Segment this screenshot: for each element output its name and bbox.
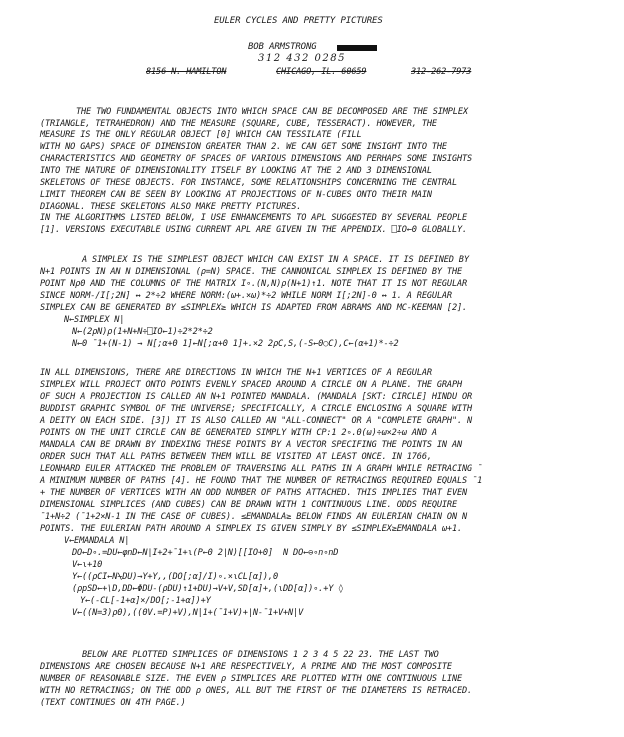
text-line: BUDDIST GRAPHIC SYMBOL OF THE UNIVERSE; SPECIFICALLY, A CIRCLE ENCLOSING A SQUARE WITH — [40, 404, 473, 414]
page-title: EULER CYCLES AND PRETTY PICTURES — [214, 16, 383, 26]
text-line: BELOW ARE PLOTTED SIMPLICES OF DIMENSIONS 1 2 3 4 5 22 23. THE LAST TWO — [82, 650, 439, 660]
author-name: BOB ARMSTRONG — [248, 42, 317, 52]
text-line: INTO THE NATURE OF DIMENSIONALITY ITSELF BY LOOKING AT THE 2 AND 3 DIMENSIONAL — [40, 166, 432, 176]
code-line: N←0 ¯1+(N-1) → N[;α+0 1]←N[;α+0 1]+.×2 2ρC,S,(-S←0○C),C←(α+1)*-÷2 — [72, 339, 399, 349]
text-line: DIMENSIONAL SIMPLICES (AND CUBES) CAN BE DRAWN WITH 1 CONTINUOUS LINE. ODDS REQUIRE — [40, 500, 457, 510]
text-line: N+1 POINTS IN AN N DIMENSIONAL (ρ=N) SPACE. THE CANNONICAL SIMPLEX IS DEFINED BY THE — [40, 267, 463, 277]
handwritten-phone: 312 432 0285 — [258, 53, 346, 64]
text-line: WITH NO RETRACINGS; ON THE ODD ρ ONES, ALL BUT THE FIRST OF THE DIAMETERS IS RETRACED. — [40, 686, 473, 696]
text-line: SIMPLEX CAN BE GENERATED BY ≤SIMPLEX≥ WHICH IS ADAPTED FROM ABRAMS AND MC-KEEMAN [2]. — [40, 303, 468, 313]
text-line: MANDALA CAN BE DRAWN BY INDEXING THESE POINTS BY A VECTOR SPECIFING THE POINTS IN AN — [40, 440, 463, 450]
text-line: ¯1+N÷2 (¯1+2×N-1 IN THE CASE OF CUBES). ≤EMANDALA≥ BELOW FINDS AN EULERIAN CHAIN ON N — [40, 512, 468, 522]
text-line: IN ALL DIMENSIONS, THERE ARE DIRECTIONS IN WHICH THE N+1 VERTICES OF A REGULAR — [40, 368, 432, 378]
text-line: (TEXT CONTINUES ON 4TH PAGE.) — [40, 698, 186, 708]
code-line: Y←((ρCI←N⍀DU)→Y+Y,,(DO[;α]/I)∘.×⍳CL[α]),0 — [72, 572, 278, 582]
text-line: THE TWO FUNDAMENTAL OBJECTS INTO WHICH SPACE CAN BE DECOMPOSED ARE THE SIMPLEX — [76, 107, 468, 117]
code-line: Y←(-CL[-1+α]×/DO[;-1+α])+Y — [80, 596, 211, 606]
text-line: POINTS. THE EULERIAN PATH AROUND A SIMPLEX IS GIVEN SIMPLY BY ≤SIMPLEX≥EMANDALA ω+1. — [40, 524, 463, 534]
text-line: DIMENSIONS ARE CHOSEN BECAUSE N+1 ARE RESPECTIVELY, A PRIME AND THE MOST COMPOSITE — [40, 662, 452, 672]
text-line: IN THE ALGORITHMS LISTED BELOW, I USE ENHANCEMENTS TO APL SUGGESTED BY SEVERAL PEOPLE — [40, 213, 468, 223]
text-line: A SIMPLEX IS THE SIMPLEST OBJECT WHICH CAN EXIST IN A SPACE. IT IS DEFINED BY — [82, 255, 469, 265]
code-line: DO←D∘.=DU←φnD←N∣I+2+¯1+⍳(P←0 2∣N)[[IO+0] N DO←⊖∘n∘nD — [72, 548, 339, 558]
text-line: LEONHARD EULER ATTACKED THE PROBLEM OF TRAVERSING ALL PATHS IN A GRAPH WHILE RETRACING ¯ — [40, 464, 483, 474]
text-line: POINTS ON THE UNIT CIRCLE CAN BE GENERATED SIMPLY WITH CP:1 2∘.0(ω)÷ω×2÷ω AND A — [40, 428, 437, 438]
text-line: WITH NO GAPS) SPACE OF DIMENSION GREATER THAN 2. WE CAN GET SOME INSIGHT INTO THE — [40, 142, 447, 152]
text-line: SINCE NORM-/I[;2N] ↔ 2*÷2 WHERE NORM:(ω+.×ω)*÷2 WHILE NORM I[;2N]-0 ↔ 1. A REGULAR — [40, 291, 452, 301]
text-line: ORDER SUCH THAT ALL PATHS BETWEEN THEM WILL BE VISITED AT LEAST ONCE. IN 1766, — [40, 452, 432, 462]
code-line: N←(2ρN)ρ(1+N+N÷⎕IO←1)÷2*2*÷2 — [72, 327, 213, 337]
code-line: (ρpSD←+\D,DD←ΦDU-(ρDU)↑1+DU)→V+V,SD[α]+,(⍳DD[α])∘.+Y ◊ — [72, 584, 344, 594]
old-street-address: 8156 N. HAMILTON — [146, 67, 227, 77]
code-line: N←SIMPLEX N| — [64, 315, 125, 325]
text-line: + THE NUMBER OF VERTICES WITH AN ODD NUMBER OF PATHS ATTACHED. THIS IMPLIES THAT EVEN — [40, 488, 468, 498]
text-line: OF SUCH A PROJECTION IS CALLED AN N+1 POINTED MANDALA. (MANDALA [SKT: CIRCLE] HINDU OR — [40, 392, 473, 402]
text-line: (TRIANGLE, TETRAHEDRON) AND THE MEASURE (SQUARE, CUBE, TESSERACT). HOWEVER, THE — [40, 119, 437, 129]
text-line: A DEITY ON EACH SIDE. [3]) IT IS ALSO CALLED AN "ALL-CONNECT" OR A "COMPLETE GRAPH". N — [40, 416, 473, 426]
code-line: V←⍳+10 — [72, 560, 103, 570]
code-line: V←EMANDALA N| — [64, 536, 130, 546]
old-phone-number: 312-262-7973 — [411, 67, 472, 77]
text-line: POINT Nρ0 AND THE COLUMNS OF THE MATRIX I∘.(N,N)ρ(N+1)↑1. NOTE THAT IT IS NOT REGULAR — [40, 279, 468, 289]
old-city-address: CHICAGO, IL. 60659 — [276, 67, 367, 77]
text-line: NUMBER OF REASONABLE SIZE. THE EVEN ρ SIMPLICES ARE PLOTTED WITH ONE CONTINUOUS LINE — [40, 674, 463, 684]
text-line: [1]. VERSIONS EXECUTABLE USING CURRENT APL ARE GIVEN IN THE APPENDIX. ⎕IO←0 GLOBALLY. — [40, 225, 468, 235]
text-line: SKELETONS OF THESE OBJECTS. FOR INSTANCE, SOME RELATIONSHIPS CONCERNING THE CENTRAL — [40, 178, 457, 188]
text-line: CHARACTERISTICS AND GEOMETRY OF SPACES OF VARIOUS DIMENSIONS AND PERHAPS SOME INSIGHTS — [40, 154, 473, 164]
text-line: LIMIT THEOREM CAN BE SEEN BY LOOKING AT PROJECTIONS OF N-CUBES ONTO THEIR MAIN — [40, 190, 432, 200]
text-line: DIAGONAL. THESE SKELETONS ALSO MAKE PRETTY PICTURES. — [40, 202, 302, 212]
code-line: V←((N=3)ρ0),((0V.=P)+V),N|1+(¯1+V)+∣N-¯1+V+N|V — [72, 608, 304, 618]
text-line: A MINIMUM NUMBER OF PATHS [4]. HE FOUND THAT THE NUMBER OF RETRACINGS REQUIRED EQUALS ¯1 — [40, 476, 483, 486]
text-line: SIMPLEX WILL PROJECT ONTO POINTS EVENLY SPACED AROUND A CIRCLE ON A PLANE. THE GRAPH — [40, 380, 463, 390]
text-line: MEASURE IS THE ONLY REGULAR OBJECT [0] WHICH CAN TESSILATE (FILL — [40, 130, 362, 140]
redaction-mark — [337, 45, 377, 51]
